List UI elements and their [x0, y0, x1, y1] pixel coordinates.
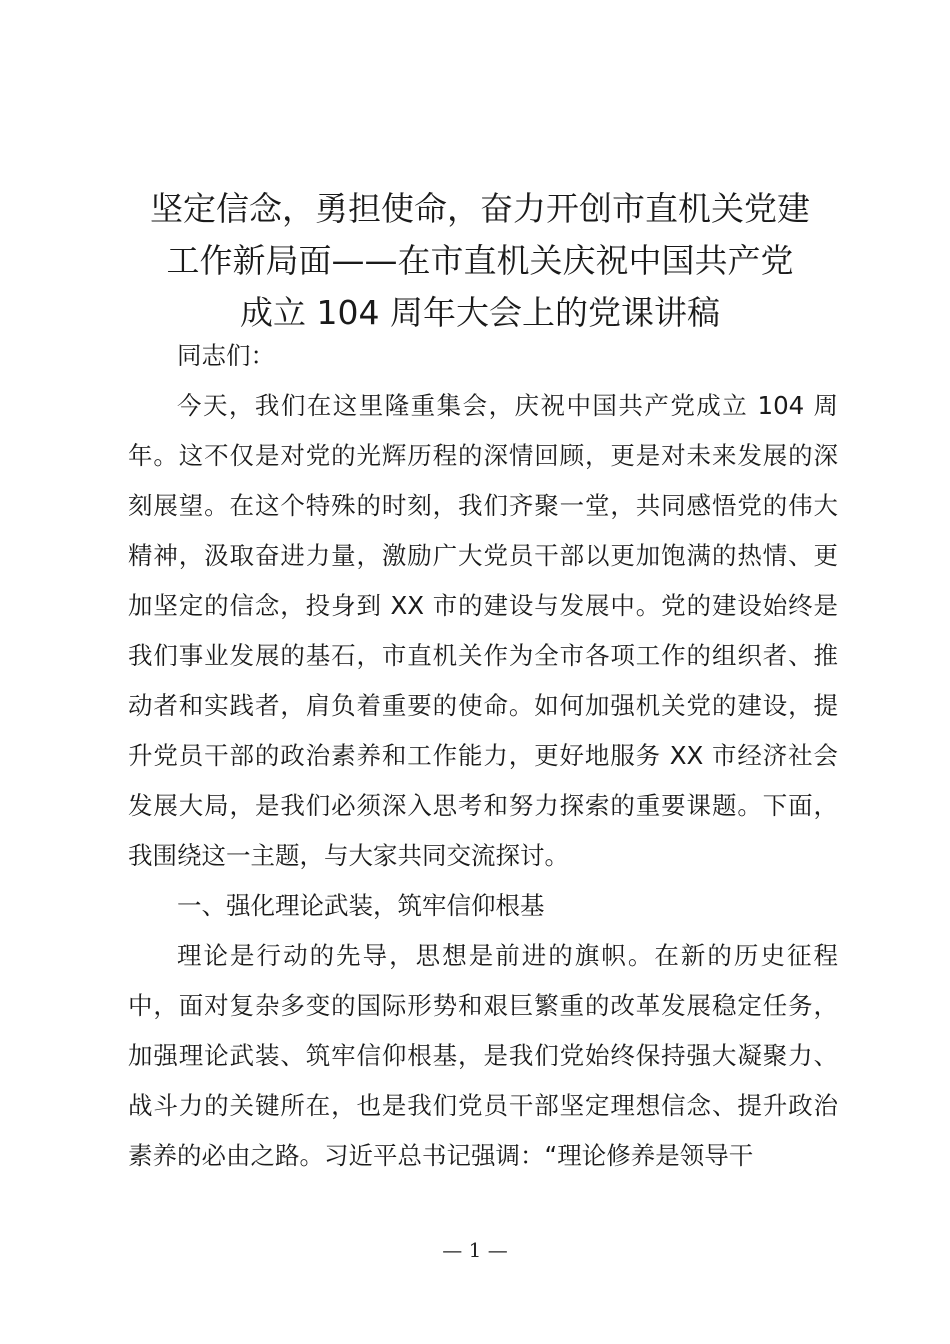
document-title — [120, 183, 840, 339]
title-line-3: 成立 104 周年大会上的党课讲稿 — [240, 293, 720, 332]
title-line-1: 坚定信念，勇担使命，奋力开创市直机关党建 — [150, 189, 810, 228]
intro-paragraph: 今天，我们在这里隆重集会，庆祝中国共产党成立 104 周年。这不仅是对党的光辉历程的深情回顾，更是对未来发展的深刻展望。在这个特殊的时刻，我们齐聚一堂，共同感悟党的伟大精神，汲取奋进力量，激励广大党员干部以更加饱满的热情、更加坚定的信念，投身到 XX 市的建设与发展中。党的建设始终是我们事业发展的基石，市直机关作为全市各项工作的组织者、推动者和实践者，肩负着重要的使命。如何加强机关党的建设，提升党员干部的政治素养和工作能力，更好地服务 XX 市经济社会发展大局，是我们必须深入思考和努力探索的重要课题。下面，我围绕这一主题，与大家共同交流探讨。 — [128, 391, 838, 870]
section-paragraph: 理论是行动的先导，思想是前进的旗帜。在新的历史征程中，面对复杂多变的国际形势和艰巨繁重的改革发展稳定任务，加强理论武装、筑牢信仰根基，是我们党始终保持强大凝聚力、战斗力的关键所在，也是我们党员干部坚定理想信念、提升政治素养的必由之路。习近平总书记强调：“理论修养是领导干 — [128, 941, 838, 1170]
title-line-2: 工作新局面——在市直机关庆祝中国共产党 — [166, 241, 794, 280]
section-heading: 一、强化理论武装，筑牢信仰根基 — [177, 891, 545, 920]
salutation: 同志们： — [177, 341, 275, 370]
page-number: — 1 — — [442, 1238, 508, 1262]
document-body — [128, 331, 838, 1181]
